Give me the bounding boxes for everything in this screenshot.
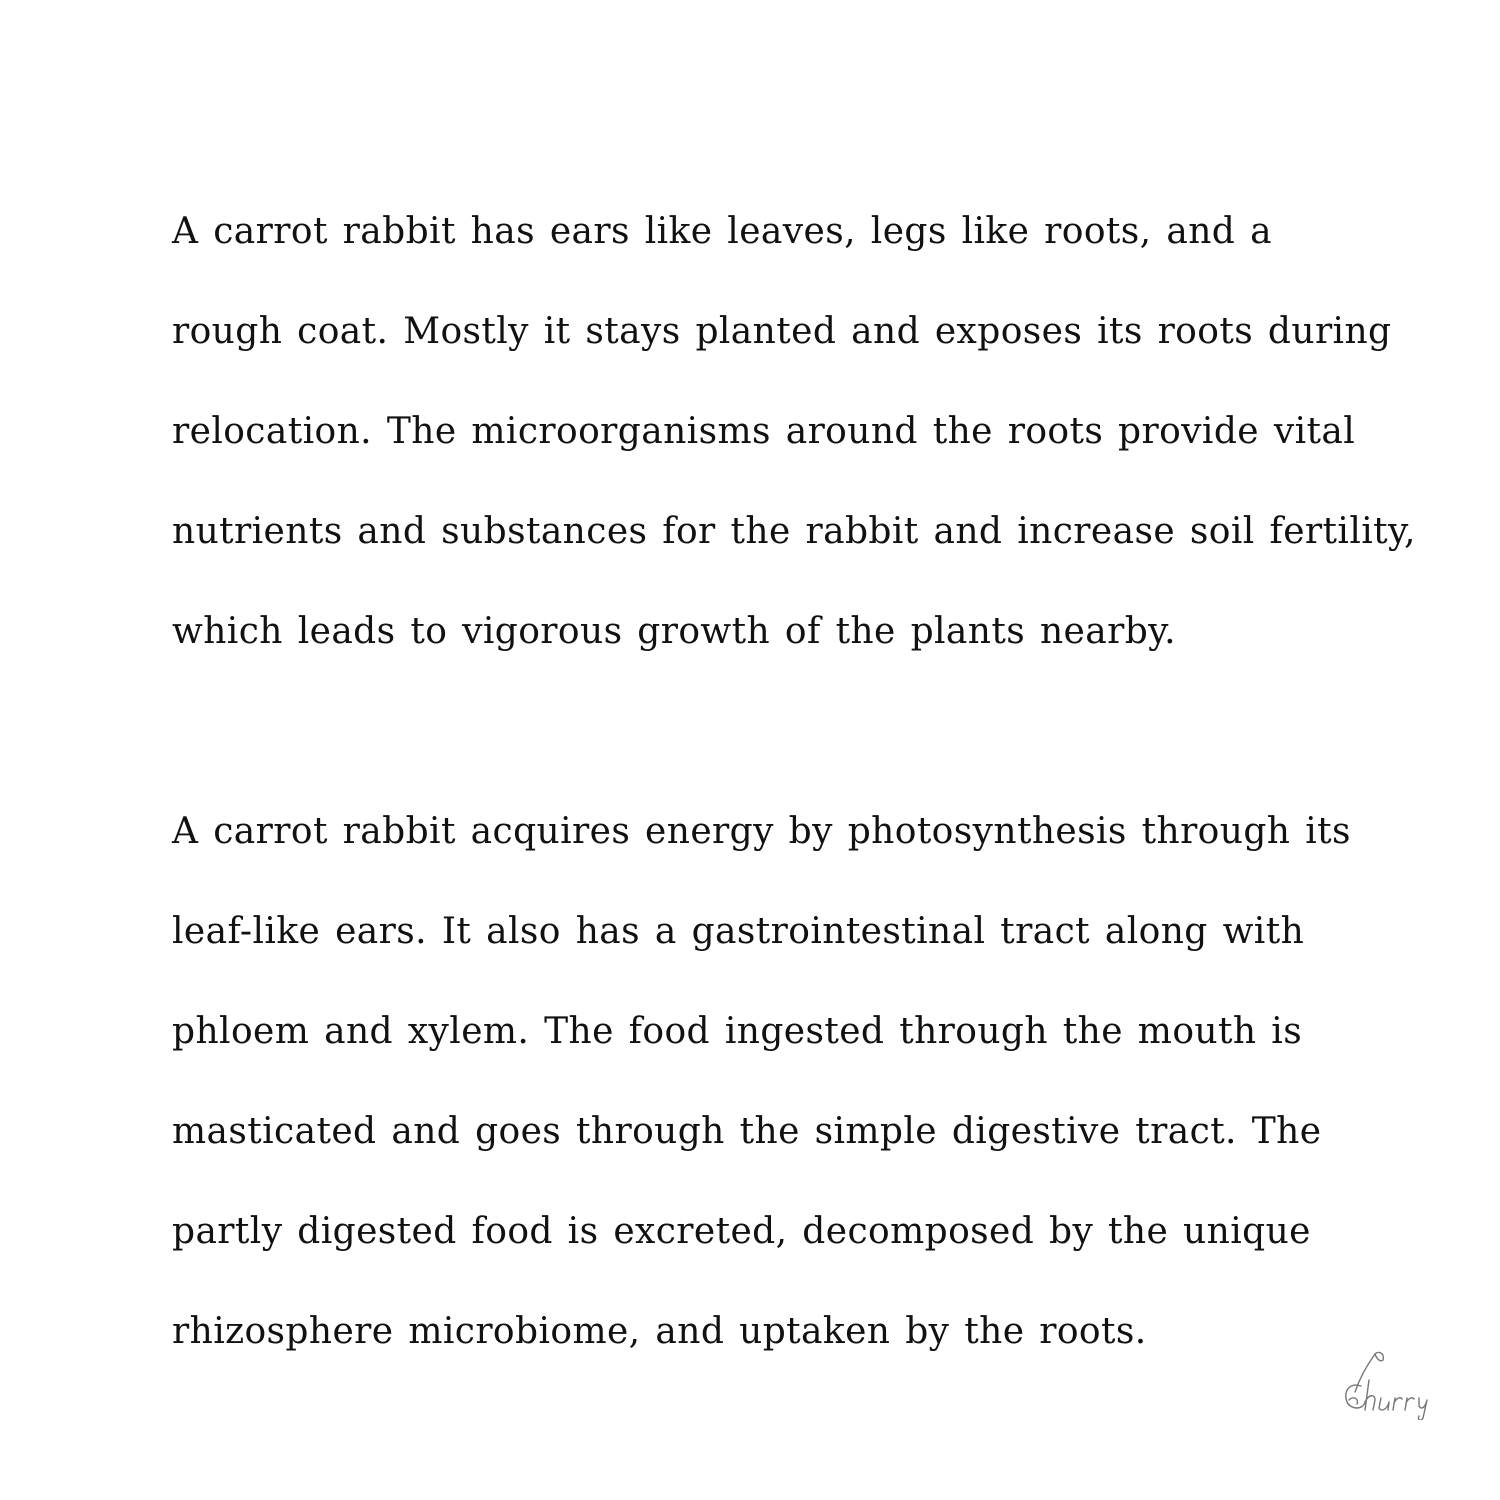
paragraph-ecology xyxy=(172,182,1462,682)
paragraph-physiology xyxy=(172,782,1462,1382)
paragraph-line: rhizosphere microbiome, and uptaken by the roots. xyxy=(172,1311,1147,1352)
paragraph-line: masticated and goes through the simple digestive tract. The xyxy=(172,1111,1322,1152)
paragraph-line: A carrot rabbit acquires energy by photosynthesis through its xyxy=(172,811,1351,852)
paragraph-line: relocation. The microorganisms around the roots provide vital xyxy=(172,411,1356,452)
paragraph-line: leaf-like ears. It also has a gastrointestinal tract along with xyxy=(172,911,1305,952)
paragraph-line: phloem and xylem. The food ingested through the mouth is xyxy=(172,1011,1303,1052)
paragraph-line: nutrients and substances for the rabbit and increase soil fertility, xyxy=(172,511,1416,552)
paragraph-line: rough coat. Mostly it stays planted and exposes its roots during xyxy=(172,311,1392,352)
paragraph-line: A carrot rabbit has ears like leaves, legs like roots, and a xyxy=(172,211,1272,252)
paragraph-line: which leads to vigorous growth of the plants nearby. xyxy=(172,611,1176,652)
paragraph-line: partly digested food is excreted, decomposed by the unique xyxy=(172,1211,1311,1252)
signature-mark xyxy=(1335,1340,1435,1420)
